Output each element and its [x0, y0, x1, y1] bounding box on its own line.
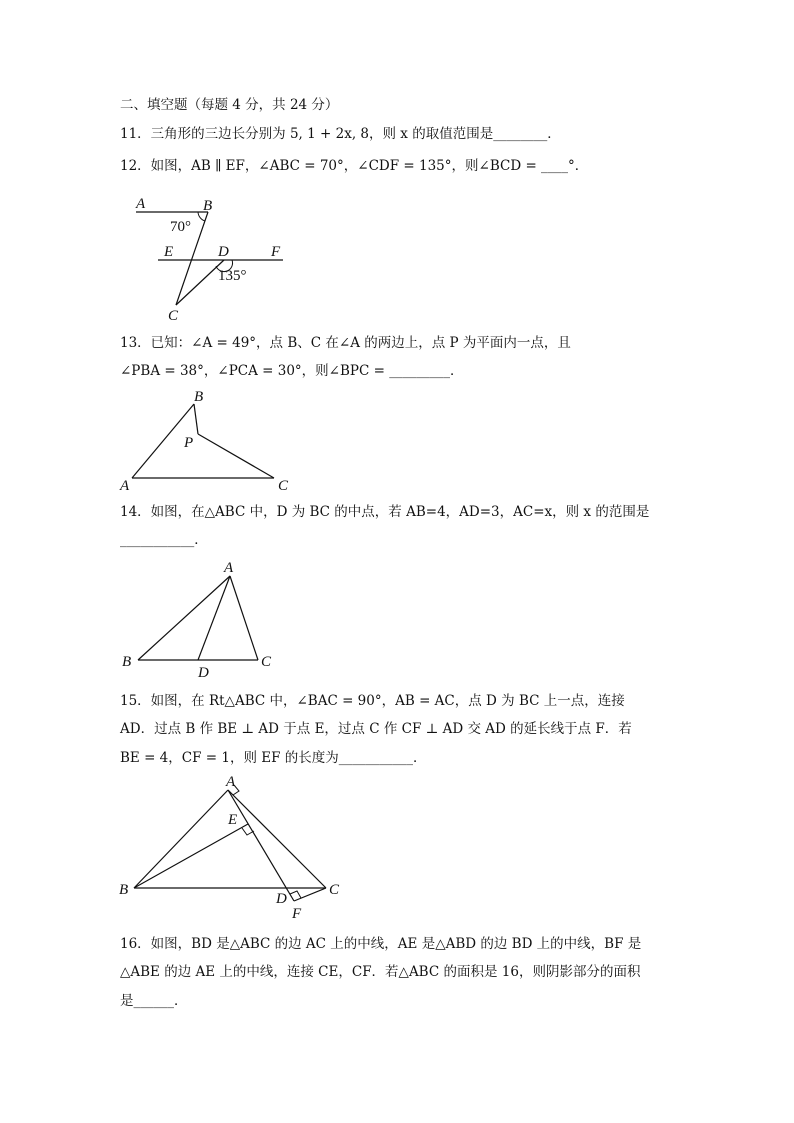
segment-ac [230, 576, 258, 660]
label-d: D [276, 891, 287, 907]
question-16-line2: △ABE 的边 AE 上的中线，连接 CE，CF．若△ABC 的面积是 16，则阴影部分的面积 [120, 964, 641, 980]
right-angle-e [242, 828, 254, 835]
segment-bp [194, 404, 198, 434]
label-a: A [224, 560, 234, 576]
question-15-line1: 15．如图，在 Rt△ABC 中，∠BAC = 90°，AB = AC，点 D 为 BC 上一点，连接 [120, 693, 625, 709]
label-angle-135: 135° [218, 268, 247, 284]
figure-q13 [118, 386, 298, 494]
label-a: A [136, 196, 146, 212]
figure-q14 [118, 556, 283, 681]
question-11: 11．三角形的三边长分别为 5, 1 + 2x, 8，则 x 的取值范围是________． [120, 126, 561, 142]
question-15-line3: BE = 4，CF = 1，则 EF 的长度为___________． [120, 750, 427, 766]
question-13-line2: ∠PBA = 38°，∠PCA = 30°，则∠BPC = _________． [120, 363, 464, 379]
segment-ab [134, 790, 228, 888]
label-b: B [122, 654, 132, 670]
figure-q12 [128, 192, 293, 327]
label-b: B [203, 198, 213, 214]
label-angle-70: 70° [170, 219, 191, 235]
segment-ad [198, 576, 230, 660]
question-14-line2: ___________． [120, 532, 208, 548]
label-a: A [120, 478, 130, 494]
question-13-line1: 13．已知：∠A = 49°，点 B、C 在∠A 的两边上，点 P 为平面内一点，且 [120, 335, 571, 351]
label-f: F [292, 906, 302, 922]
label-b: B [194, 389, 204, 405]
label-f: F [271, 244, 281, 260]
label-e: E [164, 244, 174, 260]
segment-ab [138, 576, 230, 660]
question-12: 12．如图，AB ∥ EF，∠ABC = 70°，∠CDF = 135°，则∠BCD = ____°． [120, 158, 589, 174]
figure-q15 [116, 772, 356, 922]
label-e: E [228, 812, 238, 828]
segment-pc [198, 434, 274, 478]
label-p: P [184, 435, 194, 451]
label-b: B [119, 882, 129, 898]
segment-be [134, 824, 248, 888]
label-c: C [329, 882, 340, 898]
question-14-line1: 14．如图，在△ABC 中，D 为 BC 的中点，若 AB=4，AD=3，AC=x，则 x 的范围是 [120, 504, 650, 520]
label-c: C [168, 308, 179, 324]
label-c: C [261, 654, 272, 670]
section-title: 二、填空题（每题 4 分，共 24 分） [120, 97, 339, 113]
question-15-line2: AD．过点 B 作 BE ⊥ AD 于点 E，过点 C 作 CF ⊥ AD 交 AD 的延长线于点 F．若 [120, 721, 632, 737]
question-16-line3: 是______． [120, 993, 188, 1009]
label-c: C [278, 478, 289, 494]
label-d: D [218, 244, 229, 260]
question-16-line1: 16．如图，BD 是△ABC 的边 AC 上的中线，AE 是△ABD 的边 BD 上的中线，BF 是 [120, 936, 642, 952]
label-d: D [198, 665, 209, 681]
label-a: A [226, 774, 236, 790]
